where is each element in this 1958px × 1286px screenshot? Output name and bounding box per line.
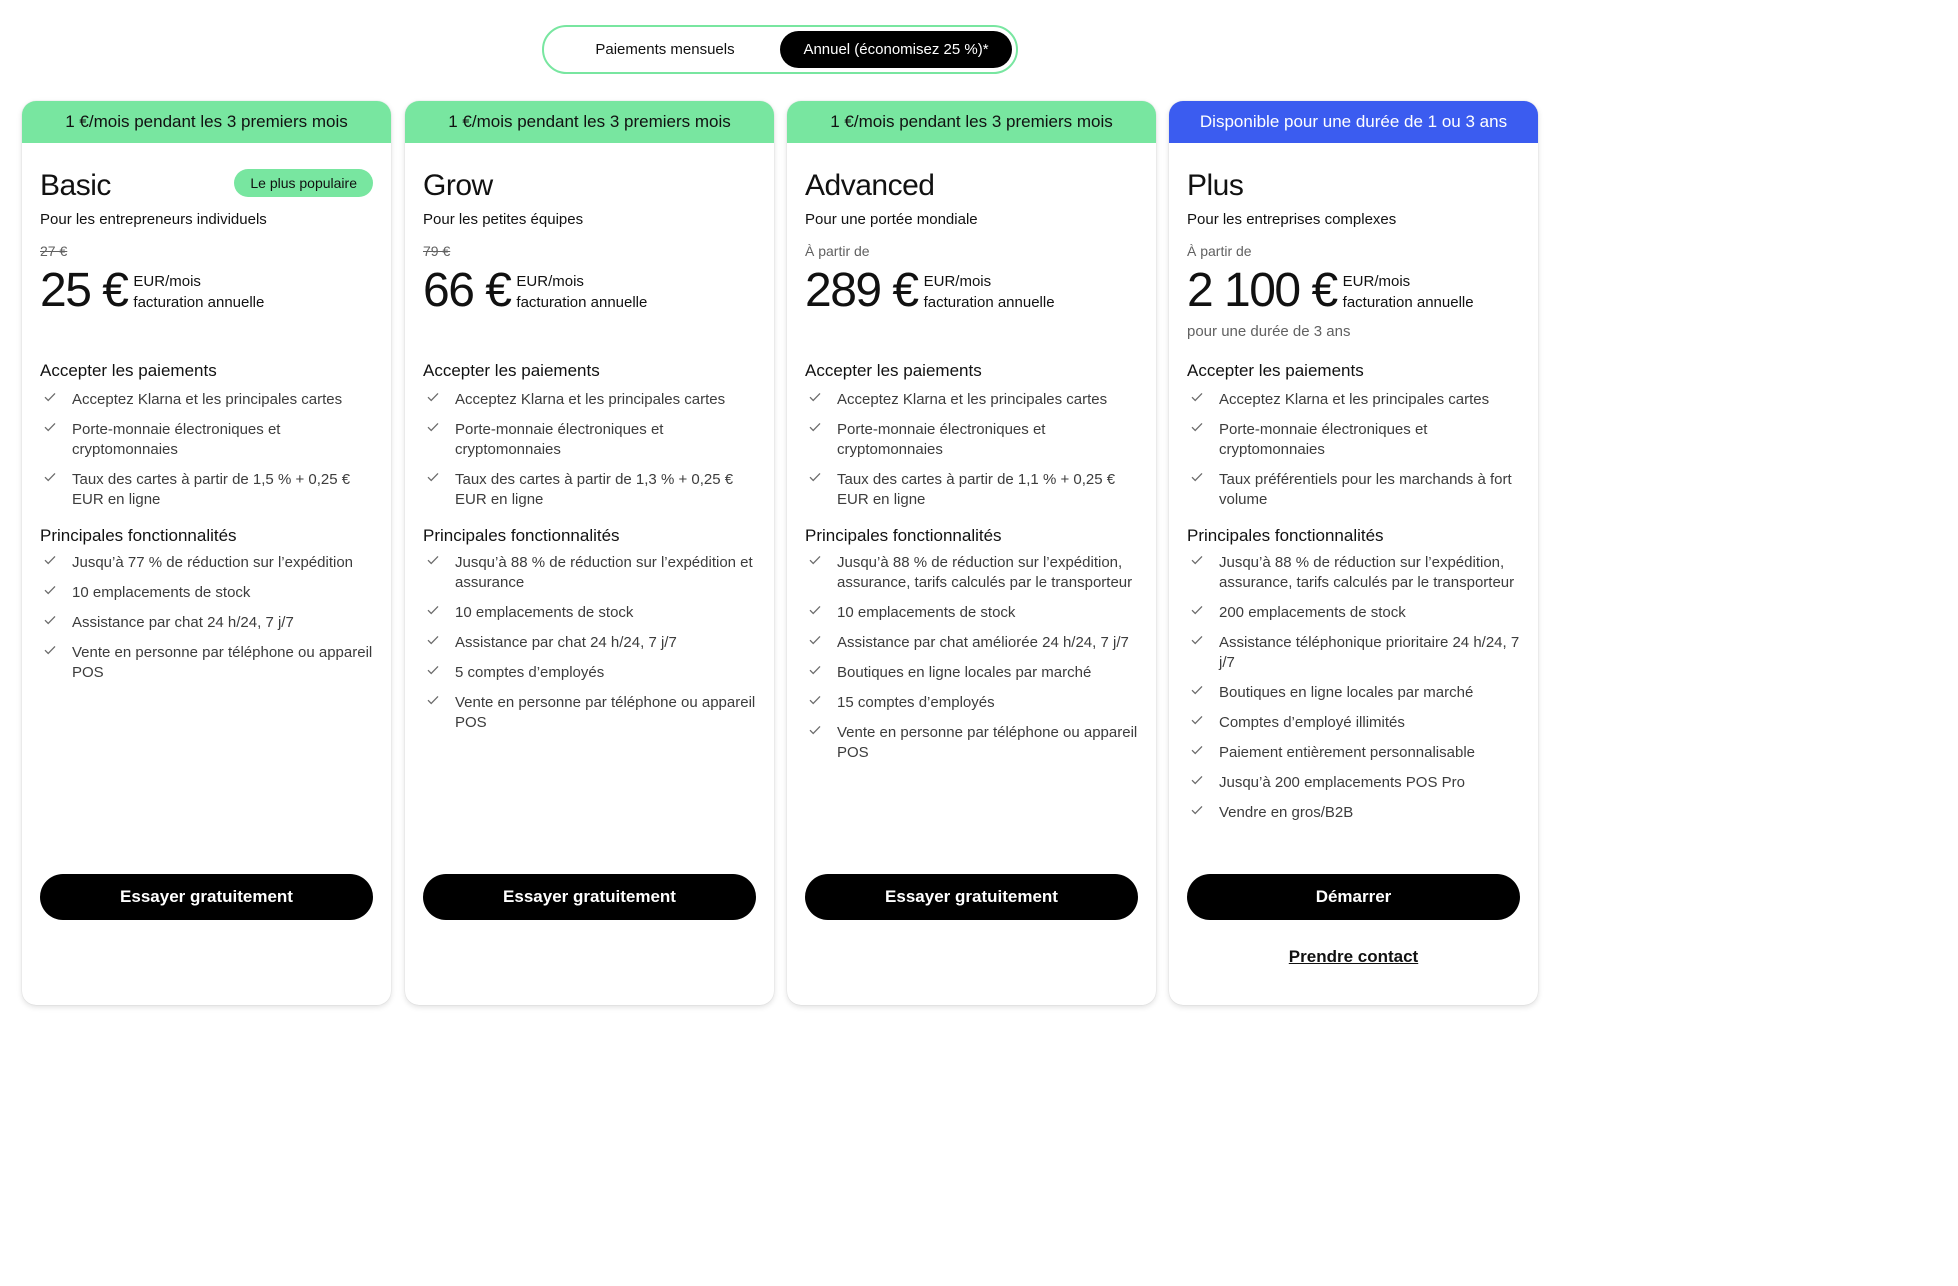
feature-item xyxy=(40,420,373,460)
check-icon xyxy=(40,470,72,482)
feature-text: Vente en personne par téléphone ou appareil POS xyxy=(455,694,756,731)
plan-card-plus xyxy=(1169,101,1538,1005)
check-icon xyxy=(423,553,455,565)
section-title-features: Principales fonctionnalités xyxy=(1187,526,1384,545)
feature-item xyxy=(1187,773,1520,793)
feature-item xyxy=(423,420,756,460)
feature-text: Assistance par chat 24 h/24, 7 j/7 xyxy=(455,634,677,651)
feature-text: Taux préférentiels pour les marchands à fort volume xyxy=(1219,471,1512,508)
feature-item xyxy=(805,470,1138,510)
feature-item xyxy=(423,663,756,683)
feature-item xyxy=(1187,553,1520,593)
price-unit-period: EUR/mois xyxy=(133,273,201,290)
check-icon xyxy=(40,420,72,432)
feature-item xyxy=(1187,390,1520,410)
plan-banner: 1 €/mois pendant les 3 premiers mois xyxy=(22,101,391,143)
check-icon xyxy=(1187,390,1219,402)
feature-list xyxy=(40,361,373,693)
check-icon xyxy=(40,613,72,625)
check-icon xyxy=(423,603,455,615)
price-unit xyxy=(924,271,1055,313)
plan-subtitle: Pour les entrepreneurs individuels xyxy=(40,211,267,228)
check-icon xyxy=(1187,683,1219,695)
feature-text: 10 emplacements de stock xyxy=(837,604,1016,621)
try-free-button[interactable]: Essayer gratuitement xyxy=(423,874,756,920)
price-unit xyxy=(1343,271,1474,313)
feature-item xyxy=(1187,713,1520,733)
feature-text: Assistance par chat 24 h/24, 7 j/7 xyxy=(72,614,294,631)
check-icon xyxy=(40,643,72,655)
feature-item xyxy=(40,643,373,683)
check-icon xyxy=(805,470,837,482)
check-icon xyxy=(423,663,455,675)
price-row xyxy=(40,263,264,319)
feature-text: Acceptez Klarna et les principales cartes xyxy=(1219,391,1490,408)
price-unit-period: EUR/mois xyxy=(1342,273,1411,290)
billing-option-monthly[interactable]: Paiements mensuels xyxy=(595,41,735,58)
feature-text: Comptes d’employé illimités xyxy=(1219,714,1405,731)
feature-item xyxy=(40,390,373,410)
plan-name: Plus xyxy=(1187,169,1244,202)
check-icon xyxy=(1187,743,1219,755)
feature-item xyxy=(40,613,373,633)
price-unit xyxy=(133,271,264,313)
price-row xyxy=(423,263,647,319)
feature-item xyxy=(1187,743,1520,763)
feature-text: Boutiques en ligne locales par marché xyxy=(837,664,1092,681)
plan-subtitle: Pour les entreprises complexes xyxy=(1187,211,1397,228)
check-icon xyxy=(1187,713,1219,725)
feature-item xyxy=(423,390,756,410)
plan-card-grow xyxy=(405,101,774,1005)
feature-text: Jusqu’à 200 emplacements POS Pro xyxy=(1219,774,1465,791)
feature-text: Acceptez Klarna et les principales cartes xyxy=(72,391,343,408)
feature-item xyxy=(423,470,756,510)
feature-text: Jusqu’à 88 % de réduction sur l’expédition, assurance, tarifs calculés par le transporteur xyxy=(1219,554,1515,591)
feature-text: Taux des cartes à partir de 1,5 % + 0,25 € EUR en ligne xyxy=(72,471,351,508)
feature-text: Jusqu’à 88 % de réduction sur l’expédition et assurance xyxy=(455,554,753,591)
popular-badge: Le plus populaire xyxy=(234,169,373,197)
price-amount: 289 € xyxy=(805,264,918,317)
feature-item xyxy=(805,390,1138,410)
price-unit-billing: facturation annuelle xyxy=(133,294,265,311)
plan-banner: 1 €/mois pendant les 3 premiers mois xyxy=(787,101,1156,143)
feature-text: Vente en personne par téléphone ou appareil POS xyxy=(72,644,373,681)
feature-list xyxy=(805,361,1138,773)
check-icon xyxy=(423,390,455,402)
check-icon xyxy=(805,633,837,645)
feature-text: Porte-monnaie électroniques et cryptomonnaies xyxy=(455,421,664,458)
feature-item xyxy=(1187,683,1520,703)
price-unit-billing: facturation annuelle xyxy=(1342,294,1474,311)
feature-item xyxy=(1187,470,1520,510)
feature-text: Paiement entièrement personnalisable xyxy=(1219,744,1475,761)
plan-card-basic xyxy=(22,101,391,1005)
check-icon xyxy=(40,553,72,565)
check-icon xyxy=(1187,803,1219,815)
check-icon xyxy=(1187,773,1219,785)
feature-list xyxy=(1187,361,1520,833)
price-row xyxy=(805,263,1055,319)
feature-text: Porte-monnaie électroniques et cryptomonnaies xyxy=(1219,421,1428,458)
price-prefix: À partir de xyxy=(805,243,870,259)
feature-item xyxy=(423,693,756,733)
feature-item xyxy=(805,663,1138,683)
check-icon xyxy=(40,583,72,595)
price-unit-billing: facturation annuelle xyxy=(923,294,1055,311)
feature-text: Boutiques en ligne locales par marché xyxy=(1219,684,1474,701)
feature-item xyxy=(1187,603,1520,623)
plan-banner: Disponible pour une durée de 1 ou 3 ans xyxy=(1169,101,1538,143)
plan-banner: 1 €/mois pendant les 3 premiers mois xyxy=(405,101,774,143)
feature-text: Jusqu’à 88 % de réduction sur l’expédition, assurance, tarifs calculés par le transporteur xyxy=(837,554,1133,591)
price-prefix: À partir de xyxy=(1187,243,1252,259)
plan-name: Advanced xyxy=(805,169,935,202)
original-price: 27 € xyxy=(40,243,68,259)
feature-text: Acceptez Klarna et les principales cartes xyxy=(455,391,726,408)
check-icon xyxy=(805,693,837,705)
plan-name: Basic xyxy=(40,169,111,202)
feature-item xyxy=(805,553,1138,593)
check-icon xyxy=(805,603,837,615)
price-note: pour une durée de 3 ans xyxy=(1187,323,1351,340)
price-unit-billing: facturation annuelle xyxy=(516,294,648,311)
price-unit xyxy=(516,271,647,313)
price-amount: 25 € xyxy=(40,264,128,317)
feature-text: Taux des cartes à partir de 1,3 % + 0,25 € EUR en ligne xyxy=(455,471,734,508)
feature-text: 5 comptes d’employés xyxy=(455,664,605,681)
price-amount: 66 € xyxy=(423,264,511,317)
feature-item xyxy=(805,693,1138,713)
feature-list xyxy=(423,361,756,743)
section-title-features: Principales fonctionnalités xyxy=(40,526,237,545)
section-title-features: Principales fonctionnalités xyxy=(805,526,1002,545)
feature-item xyxy=(1187,420,1520,460)
feature-item xyxy=(40,470,373,510)
feature-text: Jusqu’à 77 % de réduction sur l’expédition xyxy=(72,554,354,571)
check-icon xyxy=(805,420,837,432)
feature-text: Assistance par chat améliorée 24 h/24, 7 j/7 xyxy=(837,634,1129,651)
feature-text: Porte-monnaie électroniques et cryptomonnaies xyxy=(72,421,281,458)
feature-item xyxy=(423,603,756,623)
feature-item xyxy=(805,633,1138,653)
price-unit-period: EUR/mois xyxy=(516,273,584,290)
feature-text: Vendre en gros/B2B xyxy=(1219,804,1354,821)
check-icon xyxy=(805,553,837,565)
section-title-payments: Accepter les paiements xyxy=(1187,361,1364,380)
check-icon xyxy=(805,390,837,402)
check-icon xyxy=(423,420,455,432)
plan-name: Grow xyxy=(423,169,493,202)
billing-toggle[interactable] xyxy=(542,25,1018,74)
feature-item xyxy=(40,583,373,603)
start-button[interactable]: Démarrer xyxy=(1187,874,1520,920)
check-icon xyxy=(423,470,455,482)
check-icon xyxy=(805,723,837,735)
feature-item xyxy=(423,633,756,653)
price-row xyxy=(1187,263,1474,319)
feature-item xyxy=(805,603,1138,623)
billing-option-annual[interactable]: Annuel (économisez 25 %)* xyxy=(780,31,1012,68)
try-free-button[interactable]: Essayer gratuitement xyxy=(40,874,373,920)
check-icon xyxy=(805,663,837,675)
plan-card-advanced xyxy=(787,101,1156,1005)
check-icon xyxy=(1187,603,1219,615)
check-icon xyxy=(1187,633,1219,645)
check-icon xyxy=(1187,420,1219,432)
contact-link[interactable]: Prendre contact xyxy=(1288,947,1419,966)
feature-text: Acceptez Klarna et les principales cartes xyxy=(837,391,1108,408)
feature-item xyxy=(1187,633,1520,673)
section-title-payments: Accepter les paiements xyxy=(40,361,217,380)
feature-item xyxy=(805,420,1138,460)
feature-text: 10 emplacements de stock xyxy=(455,604,634,621)
feature-item xyxy=(1187,803,1520,823)
feature-text: Vente en personne par téléphone ou appareil POS xyxy=(837,724,1138,761)
original-price: 79 € xyxy=(423,243,451,259)
try-free-button[interactable]: Essayer gratuitement xyxy=(805,874,1138,920)
price-amount: 2 100 € xyxy=(1187,264,1337,317)
feature-text: Taux des cartes à partir de 1,1 % + 0,25 € EUR en ligne xyxy=(837,471,1116,508)
feature-item xyxy=(805,723,1138,763)
feature-text: 10 emplacements de stock xyxy=(72,584,251,601)
plan-subtitle: Pour une portée mondiale xyxy=(805,211,978,228)
feature-text: Assistance téléphonique prioritaire 24 h/24, 7 j/7 xyxy=(1219,634,1520,671)
section-title-payments: Accepter les paiements xyxy=(805,361,982,380)
section-title-payments: Accepter les paiements xyxy=(423,361,600,380)
price-unit-period: EUR/mois xyxy=(923,273,992,290)
check-icon xyxy=(1187,470,1219,482)
feature-item xyxy=(423,553,756,593)
feature-text: 15 comptes d’employés xyxy=(837,694,995,711)
check-icon xyxy=(1187,553,1219,565)
feature-item xyxy=(40,553,373,573)
plan-subtitle: Pour les petites équipes xyxy=(423,211,584,228)
section-title-features: Principales fonctionnalités xyxy=(423,526,620,545)
check-icon xyxy=(40,390,72,402)
feature-text: Porte-monnaie électroniques et cryptomonnaies xyxy=(837,421,1046,458)
check-icon xyxy=(423,693,455,705)
check-icon xyxy=(423,633,455,645)
feature-text: 200 emplacements de stock xyxy=(1219,604,1406,621)
